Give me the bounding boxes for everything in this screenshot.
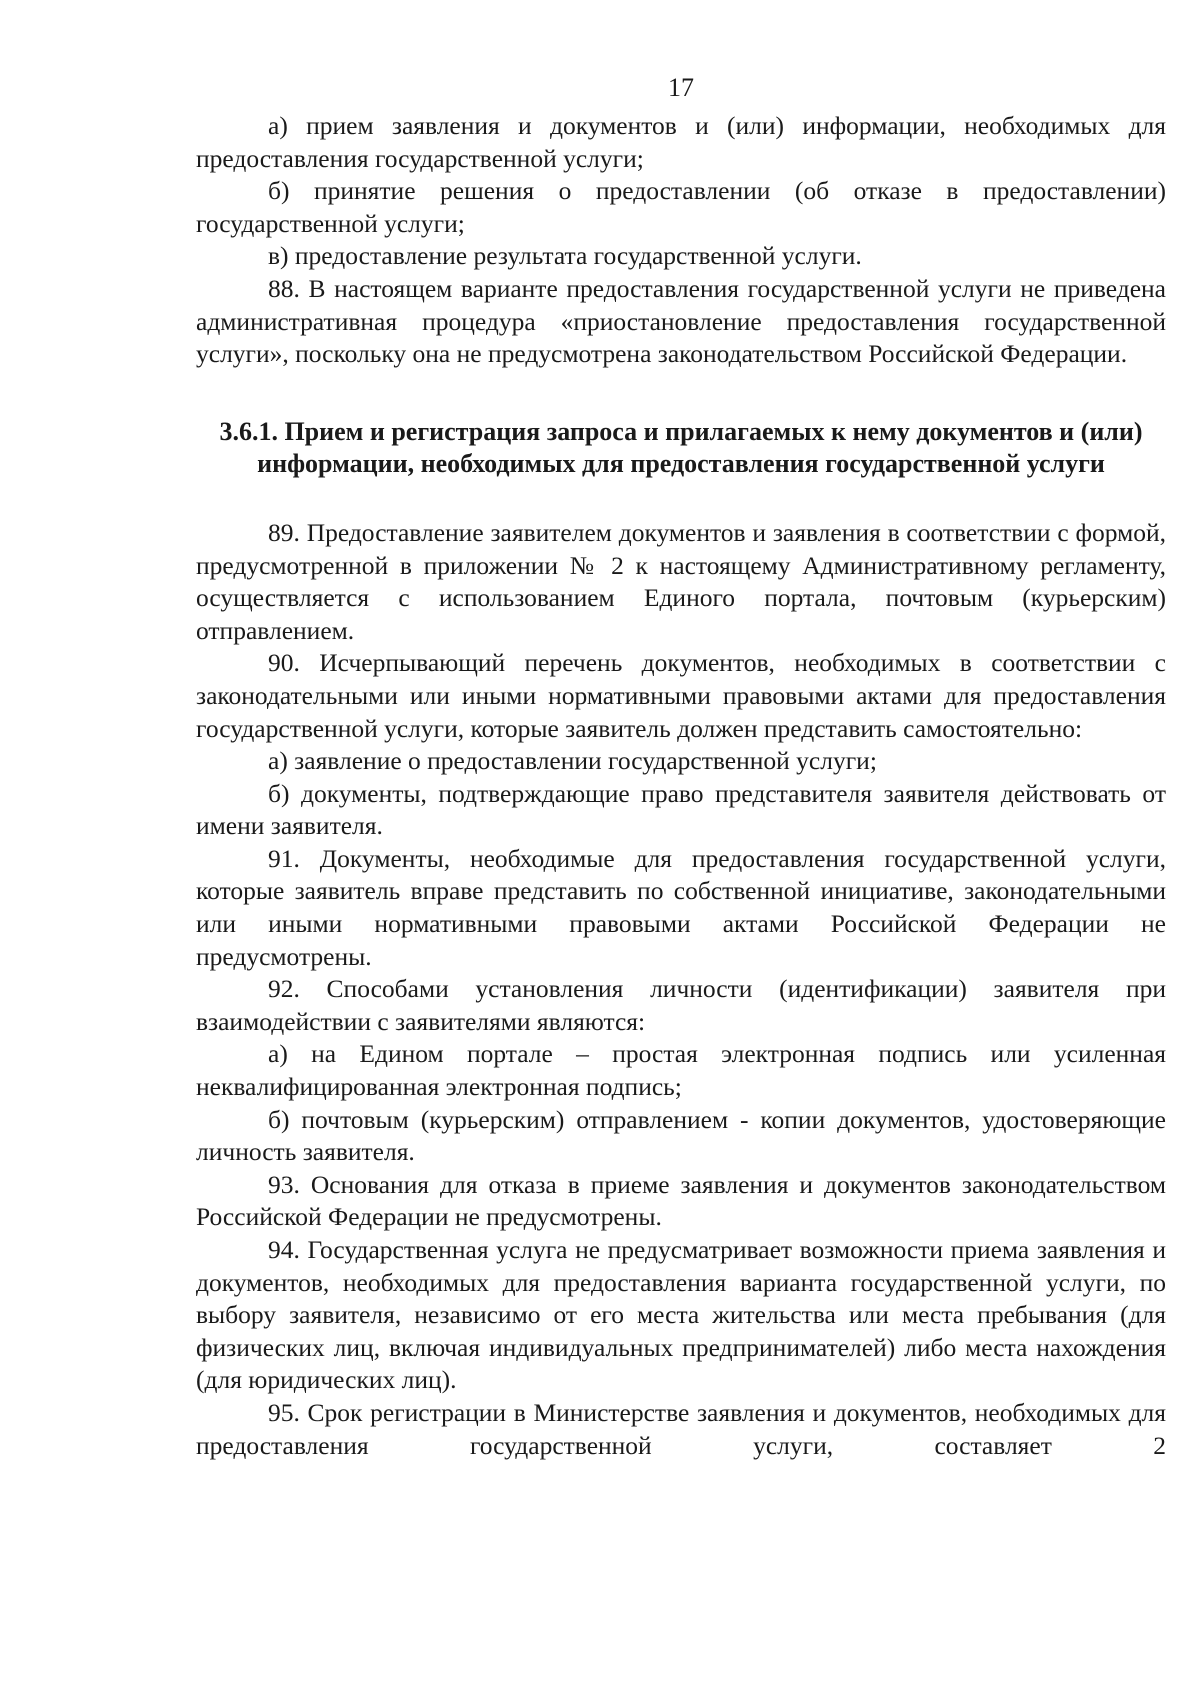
paragraph-92: 92. Способами установления личности (идентификации) заявителя при взаимодействии с заявителями являются: bbox=[196, 974, 1166, 1036]
paragraph-91: 91. Документы, необходимые для предоставления государственной услуги, которые заявитель вправе представить по собственной инициативе, законодательными или иными нормативными правовыми актами Российской Федерации не предусмотрены. bbox=[196, 843, 1166, 971]
paragraph-92-a: а) на Едином портале – простая электронная подпись или усиленная неквалифицированная электронная подпись; bbox=[196, 1039, 1166, 1102]
paragraph-b-top: б) принятие решения о предоставлении (об отказе в предоставлении) государственной услуги; bbox=[196, 176, 1166, 238]
paragraph-90-b: б) документы, подтверждающие право представителя заявителя действовать от имени заявителя. bbox=[196, 778, 1166, 841]
paragraph-90: 90. Исчерпывающий перечень документов, необходимых в соответствии с законодательными или иными нормативными правовыми актами для предоставления государственной услуги, которые заявитель должен представить самостоятельно: bbox=[196, 648, 1166, 743]
paragraph-93: 93. Основания для отказа в приеме заявления и документов законодательством Российской Федерации не предусмотрены. bbox=[196, 1169, 1166, 1232]
paragraph-v-top: в) предоставление результата государственной услуги. bbox=[268, 241, 862, 271]
paragraph-95: 95. Срок регистрации в Министерстве заявления и документов, необходимых для предоставления государственной услуги, составляет 2 bbox=[196, 1397, 1166, 1460]
page-number: 17 bbox=[668, 73, 694, 102]
paragraph-94: 94. Государственная услуга не предусматривает возможности приема заявления и документов, необходимых для предоставления варианта государственной услуги, по выбору заявителя, независимо от его места жительства или места пребывания (для физических лиц, включая индивидуальных предпринимателей) либо места нахождения (для юридических лиц). bbox=[196, 1235, 1166, 1395]
paragraph-a-top: а) прием заявления и документов и (или) информации, необходимых для предоставления государственной услуги; bbox=[196, 111, 1166, 173]
paragraph-90-a: а) заявление о предоставлении государственной услуги; bbox=[268, 746, 877, 776]
section-title: 3.6.1. Прием и регистрация запроса и прилагаемых к нему документов и (или) информации, необходимых для предоставления государственной услуги bbox=[219, 416, 1143, 479]
paragraph-89: 89. Предоставление заявителем документов и заявления в соответствии с формой, предусмотренной в приложении № 2 к настоящему Административному регламенту, осуществляется с использованием Единого портала, почтовым (курьерским) отправлением. bbox=[196, 517, 1166, 645]
paragraph-92-b: б) почтовым (курьерским) отправлением - копии документов, удостоверяющие личность заявителя. bbox=[196, 1104, 1166, 1167]
document-body bbox=[196, 110, 1166, 1462]
paragraph-88: 88. В настоящем варианте предоставления государственной услуги не приведена административная процедура «приостановление предоставления государственной услуги», поскольку она не предусмотрена законодательством Российской Федерации. bbox=[196, 273, 1166, 369]
